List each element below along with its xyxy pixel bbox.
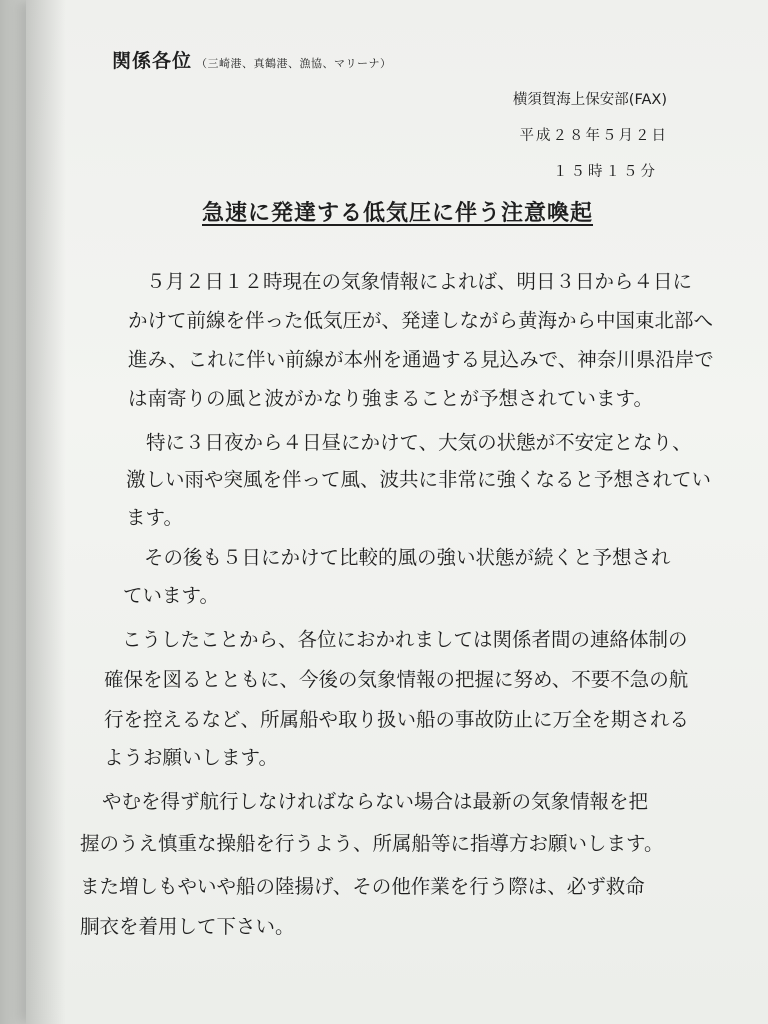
issue-date: 平成２８年５月２日	[519, 128, 668, 144]
body-line: ５月２日１２時現在の気象情報によれば、明日３日から４日に	[146, 270, 693, 293]
document-title: 急速に発達する低気圧に伴う注意喚起	[202, 201, 594, 226]
body-line: かけて前線を伴った低気圧が、発達しながら黄海から中国東北部へ	[128, 309, 714, 332]
issue-time: １５時１５分	[553, 164, 658, 180]
body-line: やむを得ず航行しなければならない場合は最新の気象情報を把	[102, 790, 649, 813]
body-line: こうしたことから、各位におかれましては関係者間の連絡体制の	[122, 628, 688, 651]
body-line: 特に３日夜から４日昼にかけて、大気の状態が不安定となり、	[146, 431, 692, 454]
body-line: ています。	[123, 584, 219, 607]
addressee-ports: （三崎港、真鶴港、漁協、マリーナ）	[196, 57, 392, 70]
body-line: また増しもやいや船の陸揚げ、その他作業を行う際は、必ず救命	[80, 875, 645, 898]
body-line: 確保を図るとともに、今後の気象情報の把握に努め、不要不急の航	[104, 668, 689, 691]
body-line: 胴衣を着用して下さい。	[80, 915, 295, 938]
addressee	[112, 46, 392, 73]
body-line: 激しい雨や突風を伴って風、波共に非常に強くなると予想されてい	[126, 468, 712, 491]
addressee-label: 関係各位	[112, 50, 193, 72]
body-line: 進み、これに伴い前線が本州を通過する見込みで、神奈川県沿岸で	[128, 348, 714, 371]
paper-edge-shadow	[26, 0, 66, 1024]
body-line: 握のうえ慎重な操船を行うよう、所属船等に指導方お願いします。	[80, 832, 664, 855]
body-line: その後も５日にかけて比較的風の強い状態が続くと予想され	[144, 546, 671, 569]
body-line: ようお願いします。	[104, 746, 278, 769]
sender: 横須賀海上保安部(FAX)	[512, 92, 667, 108]
body-line: は南寄りの風と波がかなり強まることが予想されています。	[128, 387, 653, 410]
body-line: ます。	[126, 506, 183, 529]
body-line: 行を控えるなど、所属船や取り扱い船の事故防止に万全を期される	[104, 708, 690, 731]
